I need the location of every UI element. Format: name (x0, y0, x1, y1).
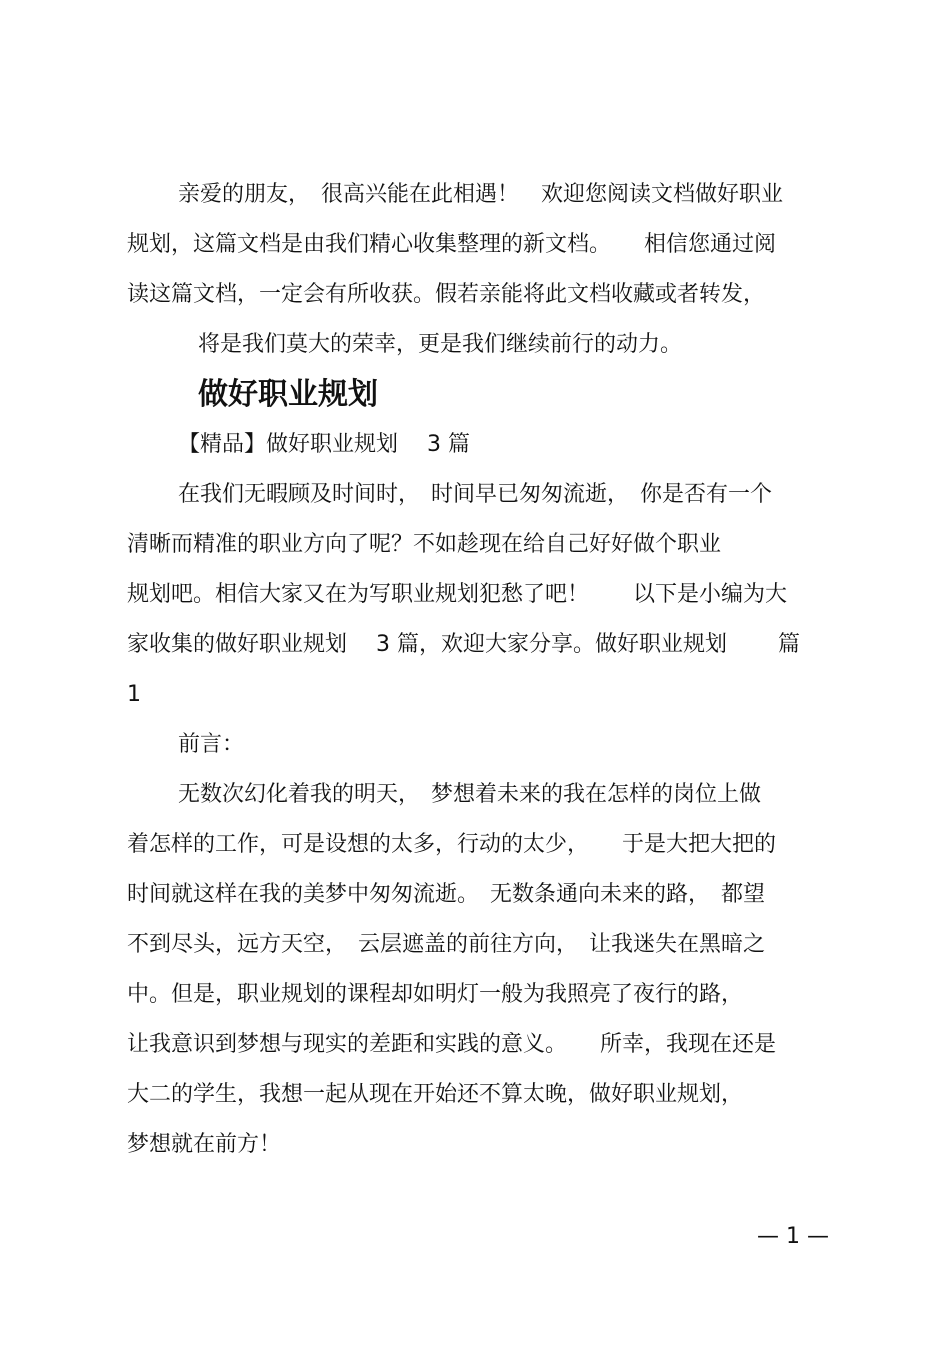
intro-line-1: 亲爱的朋友， 很高兴能在此相遇！ 欢迎您阅读文档做好职业 (178, 182, 784, 207)
paragraph1-line-1: 在我们无暇顾及时间时， 时间早已匆匆流逝， 你是否有一个 (178, 482, 773, 507)
paragraph2-line-1: 无数次幻化着我的明天， 梦想着未来的我在怎样的岗位上做 (178, 782, 762, 807)
paragraph1-line-5: 1 (127, 682, 141, 707)
intro-line-3: 读这篇文档，一定会有所收获。假若亲能将此文档收藏或者转发， (127, 282, 766, 307)
paragraph2-line-5: 中。但是，职业规划的课程却如明灯一般为我照亮了夜行的路， (127, 982, 744, 1007)
intro-line-2: 规划，这篇文档是由我们精心收集整理的新文档。 相信您通过阅 (127, 232, 777, 257)
document-subtitle: 【精品】做好职业规划 3 篇 (178, 432, 470, 457)
paragraph2-line-2: 着怎样的工作，可是设想的太多，行动的太少， 于是大把大把的 (127, 832, 777, 857)
paragraph1-line-2: 清晰而精准的职业方向了呢？不如趁现在给自己好好做个职业 (127, 532, 722, 557)
paragraph2-line-6: 让我意识到梦想与现实的差距和实践的意义。 所幸，我现在还是 (127, 1032, 777, 1057)
paragraph1-line-3: 规划吧。相信大家又在为写职业规划犯愁了吧！ 以下是小编为大 (127, 582, 788, 607)
paragraph2-line-8: 梦想就在前方！ (127, 1132, 282, 1157)
paragraph2-line-3: 时间就这样在我的美梦中匆匆流逝。 无数条通向未来的路， 都望 (127, 882, 766, 907)
paragraph2-line-4: 不到尽头，远方天空， 云层遮盖的前往方向， 让我迷失在黑暗之 (127, 932, 766, 957)
paragraph1-line-4: 家收集的做好职业规划 3 篇，欢迎大家分享。做好职业规划 篇 (127, 632, 800, 657)
page-number: — 1 — (757, 1224, 829, 1249)
paragraph2-line-7: 大二的学生，我想一起从现在开始还不算太晚，做好职业规划， (127, 1082, 744, 1107)
preface-label: 前言： (178, 732, 245, 757)
document-title: 做好职业规划 (198, 377, 378, 412)
intro-line-4: 将是我们莫大的荣幸，更是我们继续前行的动力。 (198, 332, 683, 357)
